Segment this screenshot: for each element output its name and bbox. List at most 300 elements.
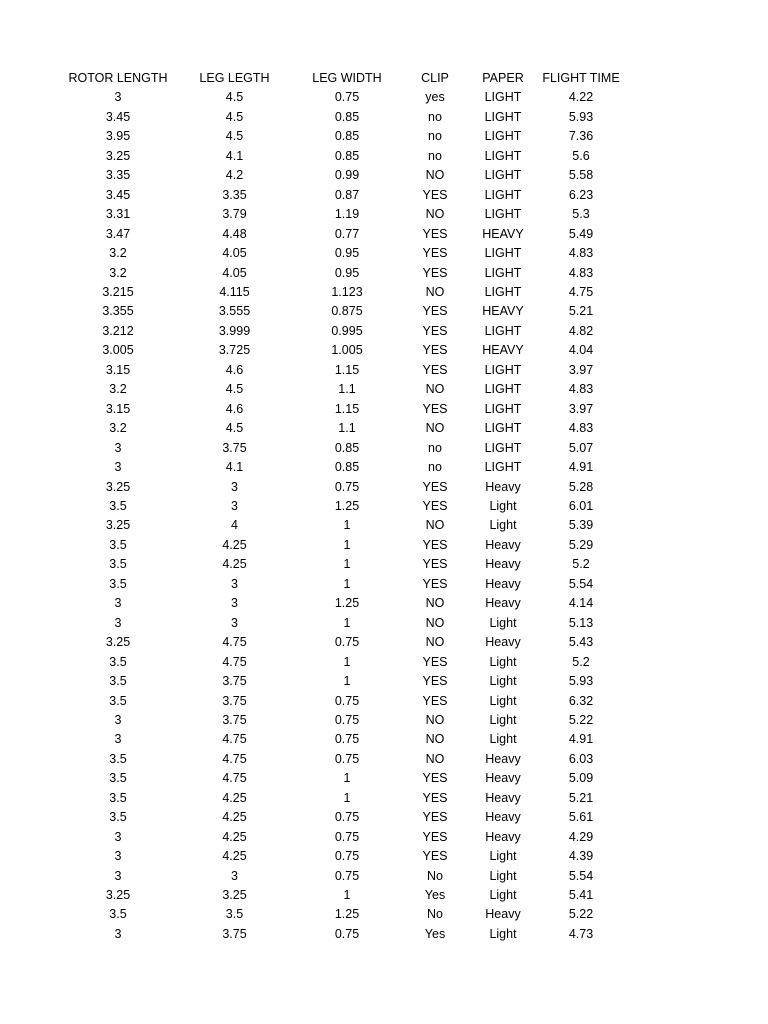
cell-flight-time: 5.6: [572, 148, 590, 163]
table-row: [60, 555, 625, 574]
cell-flight-time: 5.43: [568, 635, 594, 650]
cell-leg-width: 1.19: [334, 207, 360, 222]
cell-leg-width: 0.99: [334, 168, 360, 183]
table-row: [60, 575, 625, 594]
cell-flight-time: 5.21: [568, 790, 594, 805]
cell-rotor-length: 3.5: [109, 537, 127, 552]
cell-rotor-length: 3.47: [105, 226, 131, 241]
cell-flight-time: 6.32: [568, 693, 594, 708]
table-row: [60, 633, 625, 652]
cell-leg-length: 4.48: [222, 226, 247, 241]
cell-leg-length: 3.999: [218, 323, 251, 338]
table-row: [60, 186, 625, 205]
cell-leg-length: 4.75: [222, 732, 247, 747]
cell-rotor-length: 3.355: [102, 304, 134, 319]
cell-paper: LIGHT: [484, 440, 522, 455]
cell-paper: LIGHT: [484, 421, 522, 436]
cell-leg-width: 0.75: [334, 693, 360, 708]
cell-leg-length: 4.5: [225, 109, 244, 124]
table-row: [60, 166, 625, 185]
table-row: [60, 283, 625, 302]
cell-rotor-length: 3.5: [109, 790, 127, 805]
table-row: [60, 108, 625, 127]
cell-clip: Yes: [424, 888, 446, 903]
column-header-clip: CLIP: [421, 71, 449, 85]
cell-rotor-length: 3.2: [109, 246, 127, 261]
cell-leg-length: 4.5: [225, 382, 244, 397]
cell-rotor-length: 3: [114, 868, 122, 883]
cell-leg-width: 1: [343, 518, 351, 533]
cell-clip: YES: [422, 362, 448, 377]
cell-leg-width: 1: [343, 790, 351, 805]
table-row: [60, 302, 625, 321]
cell-leg-length: 3.35: [222, 187, 247, 202]
table-row: [60, 380, 625, 399]
cell-leg-length: 4.25: [222, 849, 247, 864]
cell-leg-width: 0.85: [334, 129, 360, 144]
cell-paper: Heavy: [485, 557, 521, 572]
cell-flight-time: 5.93: [568, 109, 594, 124]
table-row: [60, 244, 625, 263]
cell-flight-time: 5.61: [568, 810, 594, 825]
cell-paper: Heavy: [485, 810, 521, 825]
cell-paper: LIGHT: [484, 362, 522, 377]
cell-rotor-length: 3.2: [109, 421, 127, 436]
cell-leg-length: 4.5: [225, 129, 244, 144]
cell-flight-time: 5.28: [568, 479, 594, 494]
table-row: [60, 789, 625, 808]
cell-rotor-length: 3: [114, 849, 122, 864]
cell-leg-width: 1.1: [338, 382, 356, 397]
cell-rotor-length: 3.5: [109, 576, 127, 591]
column-header-paper: PAPER: [482, 71, 524, 85]
cell-flight-time: 5.3: [572, 207, 590, 222]
cell-paper: LIGHT: [484, 265, 522, 280]
cell-leg-length: 3.555: [218, 304, 251, 319]
table-row: [60, 847, 625, 866]
cell-paper: LIGHT: [484, 148, 522, 163]
cell-leg-length: 4.5: [225, 90, 244, 105]
cell-clip: NO: [425, 615, 445, 630]
cell-paper: Heavy: [485, 751, 521, 766]
cell-leg-length: 4.25: [222, 810, 247, 825]
cell-leg-width: 0.85: [334, 440, 360, 455]
column-header-flight-time: FLIGHT TIME: [542, 71, 620, 85]
cell-flight-time: 4.91: [568, 460, 594, 475]
cell-leg-width: 1: [343, 771, 351, 786]
cell-flight-time: 5.54: [568, 576, 594, 591]
cell-paper: Light: [489, 693, 517, 708]
cell-paper: LIGHT: [484, 207, 522, 222]
cell-flight-time: 5.07: [568, 440, 594, 455]
cell-rotor-length: 3.25: [105, 518, 131, 533]
cell-leg-length: 3: [231, 479, 238, 494]
cell-rotor-length: 3: [114, 615, 122, 630]
cell-clip: YES: [422, 187, 448, 202]
cell-rotor-length: 3.212: [102, 323, 134, 338]
cell-paper: Light: [489, 615, 517, 630]
cell-rotor-length: 3.45: [105, 187, 131, 202]
cell-flight-time: 7.36: [568, 129, 594, 144]
cell-rotor-length: 3: [114, 460, 122, 475]
table-row: [60, 205, 625, 224]
cell-clip: YES: [422, 265, 448, 280]
cell-leg-length: 4.25: [222, 790, 247, 805]
cell-clip: NO: [425, 712, 445, 727]
cell-clip: YES: [422, 693, 448, 708]
cell-flight-time: 5.41: [568, 888, 594, 903]
cell-leg-length: 4.75: [222, 635, 247, 650]
cell-paper: Heavy: [485, 771, 521, 786]
cell-flight-time: 4.91: [568, 732, 594, 747]
table-row: [60, 497, 625, 516]
cell-paper: Light: [489, 926, 517, 941]
cell-leg-length: 4.05: [222, 265, 247, 280]
cell-paper: Heavy: [485, 596, 521, 611]
cell-clip: NO: [425, 382, 445, 397]
table-row: [60, 730, 625, 749]
cell-clip: NO: [425, 207, 445, 222]
cell-clip: YES: [422, 771, 448, 786]
cell-leg-width: 1.123: [331, 284, 363, 299]
cell-leg-width: 0.75: [334, 829, 360, 844]
cell-rotor-length: 3: [114, 732, 122, 747]
cell-leg-length: 3.79: [222, 207, 247, 222]
cell-leg-width: 1: [343, 654, 351, 669]
cell-clip: yes: [425, 90, 445, 105]
cell-clip: No: [427, 868, 443, 883]
cell-leg-length: 4.25: [222, 829, 247, 844]
table-row: [60, 419, 625, 438]
cell-clip: YES: [422, 557, 448, 572]
cell-leg-width: 1: [343, 888, 351, 903]
table-row: [60, 361, 625, 380]
cell-clip: no: [428, 109, 442, 124]
spreadsheet-page: [60, 69, 625, 944]
cell-flight-time: 6.01: [568, 498, 594, 513]
cell-flight-time: 6.03: [568, 751, 594, 766]
cell-clip: YES: [422, 537, 448, 552]
cell-leg-width: 0.95: [334, 265, 360, 280]
cell-rotor-length: 3.25: [105, 888, 131, 903]
table-row: [60, 594, 625, 613]
cell-leg-width: 0.95: [334, 246, 360, 261]
cell-leg-width: 0.75: [334, 635, 360, 650]
cell-clip: NO: [425, 421, 445, 436]
cell-leg-width: 1: [343, 674, 351, 689]
cell-rotor-length: 3.5: [109, 557, 127, 572]
cell-leg-length: 4.75: [222, 771, 247, 786]
cell-clip: YES: [422, 829, 448, 844]
table-row: [60, 225, 625, 244]
table-row: [60, 516, 625, 535]
cell-leg-length: 3.725: [218, 343, 251, 358]
cell-leg-length: 3: [231, 868, 238, 883]
cell-clip: YES: [422, 790, 448, 805]
cell-clip: NO: [425, 168, 445, 183]
cell-paper: Light: [489, 732, 517, 747]
cell-leg-width: 1: [343, 615, 351, 630]
cell-clip: NO: [425, 596, 445, 611]
cell-flight-time: 5.22: [568, 712, 594, 727]
table-row: [60, 867, 625, 886]
cell-leg-width: 1.15: [334, 362, 360, 377]
cell-leg-width: 0.77: [334, 226, 360, 241]
cell-rotor-length: 3.95: [105, 129, 131, 144]
cell-leg-width: 1.25: [334, 907, 360, 922]
column-header-leg-width: LEG WIDTH: [312, 71, 382, 85]
cell-rotor-length: 3.15: [105, 362, 131, 377]
table-row: [60, 828, 625, 847]
table-row: [60, 905, 625, 924]
column-header-rotor-length: ROTOR LENGTH: [68, 71, 168, 85]
table-row: [60, 769, 625, 788]
table-row: [60, 322, 625, 341]
cell-leg-length: 3.25: [222, 888, 247, 903]
cell-leg-length: 4.5: [225, 421, 244, 436]
table-row: [60, 458, 625, 477]
cell-clip: no: [428, 129, 442, 144]
cell-paper: LIGHT: [484, 284, 522, 299]
cell-rotor-length: 3.31: [105, 207, 131, 222]
cell-rotor-length: 3.2: [109, 382, 127, 397]
cell-flight-time: 4.39: [568, 849, 594, 864]
cell-clip: YES: [422, 576, 448, 591]
cell-clip: YES: [422, 401, 448, 416]
cell-leg-width: 0.85: [334, 148, 360, 163]
table-row: [60, 886, 625, 905]
table-row: [60, 147, 625, 166]
cell-flight-time: 5.54: [568, 868, 594, 883]
cell-leg-width: 0.75: [334, 751, 360, 766]
cell-leg-length: 4: [231, 518, 238, 533]
cell-leg-length: 3.75: [222, 693, 247, 708]
cell-rotor-length: 3: [114, 596, 122, 611]
cell-leg-width: 1.1: [338, 421, 356, 436]
cell-paper: Heavy: [485, 829, 521, 844]
cell-clip: NO: [425, 751, 445, 766]
cell-paper: Heavy: [485, 576, 521, 591]
cell-rotor-length: 3: [114, 829, 122, 844]
table-row: [60, 614, 625, 633]
cell-clip: YES: [422, 343, 448, 358]
table-row: [60, 400, 625, 419]
cell-flight-time: 4.14: [568, 596, 594, 611]
cell-rotor-length: 3: [114, 90, 122, 105]
cell-leg-width: 0.75: [334, 926, 360, 941]
cell-clip: YES: [422, 246, 448, 261]
cell-flight-time: 5.21: [568, 304, 594, 319]
cell-flight-time: 4.83: [568, 265, 594, 280]
table-row: [60, 925, 625, 944]
cell-leg-width: 1.005: [331, 343, 363, 358]
cell-rotor-length: 3.25: [105, 635, 131, 650]
cell-clip: no: [428, 440, 442, 455]
cell-rotor-length: 3.25: [105, 148, 131, 163]
cell-paper: Light: [489, 868, 517, 883]
cell-flight-time: 5.13: [568, 615, 594, 630]
cell-leg-width: 1: [343, 576, 351, 591]
cell-flight-time: 4.83: [568, 382, 594, 397]
cell-clip: YES: [422, 479, 448, 494]
cell-flight-time: 4.22: [568, 90, 594, 105]
cell-leg-length: 4.6: [225, 401, 244, 416]
cell-flight-time: 3.97: [568, 401, 594, 416]
cell-flight-time: 3.97: [568, 362, 594, 377]
cell-rotor-length: 3.005: [102, 343, 134, 358]
cell-leg-length: 3.75: [222, 674, 247, 689]
cell-flight-time: 4.82: [568, 323, 594, 338]
cell-clip: no: [428, 460, 442, 475]
cell-paper: HEAVY: [482, 343, 524, 358]
cell-leg-length: 3.75: [222, 926, 247, 941]
cell-clip: NO: [425, 518, 445, 533]
table-row: [60, 750, 625, 769]
cell-flight-time: 4.83: [568, 421, 594, 436]
cell-clip: NO: [425, 284, 445, 299]
cell-paper: Light: [489, 654, 517, 669]
cell-rotor-length: 3.215: [102, 284, 134, 299]
cell-leg-length: 4.25: [222, 557, 247, 572]
cell-leg-length: 3: [231, 498, 238, 513]
cell-rotor-length: 3.5: [109, 907, 127, 922]
cell-flight-time: 5.2: [572, 557, 590, 572]
cell-rotor-length: 3: [114, 712, 122, 727]
cell-rotor-length: 3.45: [105, 109, 131, 124]
cell-clip: NO: [425, 635, 445, 650]
data-table: [60, 69, 625, 944]
cell-paper: Light: [489, 518, 517, 533]
cell-clip: YES: [422, 304, 448, 319]
cell-flight-time: 5.29: [568, 537, 594, 552]
cell-paper: Light: [489, 849, 517, 864]
cell-flight-time: 4.73: [568, 926, 594, 941]
cell-leg-length: 3: [231, 596, 238, 611]
cell-leg-length: 3.75: [222, 712, 247, 727]
cell-rotor-length: 3.5: [109, 771, 127, 786]
cell-rotor-length: 3: [114, 926, 122, 941]
cell-clip: YES: [422, 810, 448, 825]
table-row: [60, 341, 625, 360]
cell-leg-length: 4.75: [222, 654, 247, 669]
cell-leg-width: 0.85: [334, 109, 360, 124]
cell-paper: LIGHT: [484, 187, 522, 202]
cell-clip: YES: [422, 498, 448, 513]
column-header-leg-length: LEG LEGTH: [199, 71, 270, 85]
cell-leg-width: 1: [343, 537, 351, 552]
cell-rotor-length: 3.5: [109, 654, 127, 669]
cell-leg-width: 1.15: [334, 401, 360, 416]
cell-leg-width: 0.75: [334, 849, 360, 864]
cell-leg-width: 0.87: [334, 187, 360, 202]
table-row: [60, 127, 625, 146]
header-row: [60, 69, 625, 88]
cell-clip: No: [427, 907, 443, 922]
cell-paper: Light: [489, 888, 517, 903]
table-row: [60, 672, 625, 691]
table-row: [60, 808, 625, 827]
cell-clip: YES: [422, 226, 448, 241]
cell-paper: Light: [489, 498, 517, 513]
cell-paper: HEAVY: [482, 226, 524, 241]
cell-flight-time: 5.39: [568, 518, 594, 533]
cell-flight-time: 5.58: [568, 168, 594, 183]
cell-paper: LIGHT: [484, 382, 522, 397]
cell-flight-time: 5.09: [568, 771, 594, 786]
table-body: [60, 88, 625, 944]
cell-leg-width: 0.75: [334, 732, 360, 747]
cell-rotor-length: 3: [114, 440, 122, 455]
cell-leg-width: 0.75: [334, 479, 360, 494]
cell-leg-length: 3.75: [222, 440, 247, 455]
cell-clip: YES: [422, 849, 448, 864]
cell-flight-time: 5.22: [568, 907, 594, 922]
table-row: [60, 692, 625, 711]
table-row: [60, 478, 625, 497]
cell-leg-width: 0.75: [334, 868, 360, 883]
cell-clip: Yes: [424, 926, 446, 941]
cell-leg-width: 0.75: [334, 90, 360, 105]
cell-rotor-length: 3.5: [109, 674, 127, 689]
table-header: [60, 69, 625, 88]
cell-flight-time: 4.29: [568, 829, 594, 844]
cell-paper: LIGHT: [484, 109, 522, 124]
cell-rotor-length: 3.5: [109, 751, 127, 766]
cell-leg-width: 0.75: [334, 712, 360, 727]
cell-flight-time: 6.23: [568, 187, 594, 202]
cell-paper: Light: [489, 674, 517, 689]
cell-clip: NO: [425, 732, 445, 747]
cell-leg-length: 3.5: [225, 907, 244, 922]
cell-paper: LIGHT: [484, 460, 522, 475]
cell-paper: Light: [489, 712, 517, 727]
cell-paper: Heavy: [485, 790, 521, 805]
table-row: [60, 264, 625, 283]
cell-paper: LIGHT: [484, 129, 522, 144]
cell-leg-length: 4.1: [225, 148, 244, 163]
cell-leg-length: 4.75: [222, 751, 247, 766]
table-row: [60, 711, 625, 730]
cell-clip: no: [428, 148, 442, 163]
cell-leg-width: 0.995: [331, 323, 363, 338]
cell-leg-width: 0.875: [331, 304, 363, 319]
cell-flight-time: 4.83: [568, 246, 594, 261]
cell-flight-time: 5.2: [572, 654, 590, 669]
cell-rotor-length: 3.15: [105, 401, 131, 416]
cell-leg-length: 4.115: [219, 284, 250, 299]
cell-leg-width: 0.85: [334, 460, 360, 475]
cell-leg-length: 3: [231, 576, 238, 591]
table-row: [60, 536, 625, 555]
cell-leg-width: 1.25: [334, 498, 360, 513]
cell-rotor-length: 3.25: [105, 479, 131, 494]
cell-leg-width: 0.75: [334, 810, 360, 825]
cell-paper: LIGHT: [484, 323, 522, 338]
table-row: [60, 653, 625, 672]
cell-flight-time: 4.04: [568, 343, 594, 358]
cell-flight-time: 4.75: [568, 284, 594, 299]
cell-paper: LIGHT: [484, 401, 522, 416]
cell-leg-length: 4.1: [225, 460, 244, 475]
cell-paper: LIGHT: [484, 246, 522, 261]
cell-clip: YES: [422, 674, 448, 689]
cell-flight-time: 5.93: [568, 674, 594, 689]
cell-leg-width: 1.25: [334, 596, 360, 611]
cell-rotor-length: 3.2: [109, 265, 127, 280]
cell-leg-length: 4.05: [222, 246, 247, 261]
table-row: [60, 88, 625, 107]
cell-leg-length: 4.2: [225, 168, 244, 183]
